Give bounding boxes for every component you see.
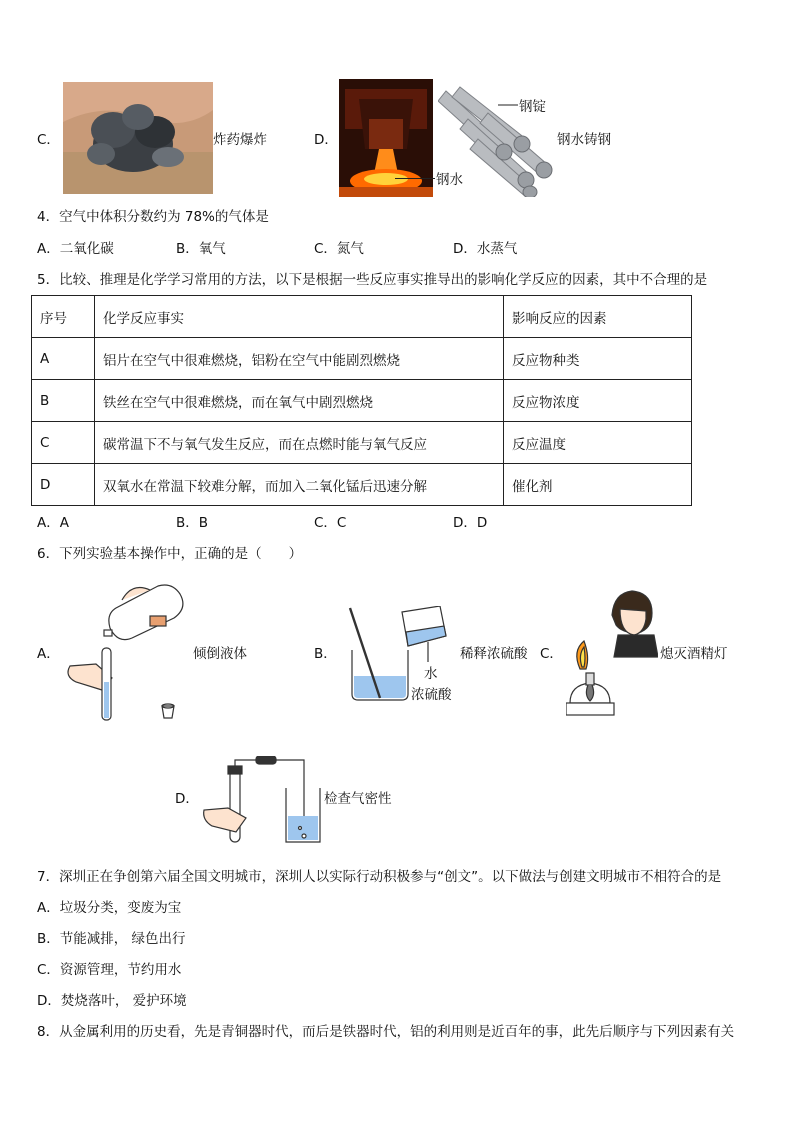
table-cell: 催化剂 [504, 464, 692, 506]
q5-option-c: C．C [314, 515, 347, 531]
table-header-row [32, 296, 692, 338]
q6-option-c-caption: 熄灭酒精灯 [660, 646, 728, 662]
q7-option-d: D．焚烧落叶， 爱护环境 [37, 993, 187, 1009]
b-water-label: 水 [424, 666, 438, 682]
q6-option-a-caption: 倾倒液体 [193, 646, 247, 662]
reaction-facts-table [31, 295, 692, 506]
q7-option-a: A．垃圾分类，变废为宝 [37, 900, 182, 916]
q4-option-a: A．二氧化碳 [37, 241, 114, 257]
airtightness-check-illustration [200, 756, 322, 848]
q6-option-d-caption: 检查气密性 [324, 791, 392, 807]
extinguish-lamp-illustration [566, 585, 658, 721]
explosion-caption: 炸药爆炸 [213, 132, 267, 148]
b-acid-label: 浓硫酸 [411, 687, 452, 703]
table-cell: C [32, 422, 95, 464]
explosion-image [63, 82, 213, 194]
q8-stem: 8．从金属利用的历史看，先是青铜器时代，而后是铁器时代，铝的利用则是近百年的事，此先后顺序与下列因素有关 [37, 1024, 735, 1040]
table-cell: A [32, 338, 95, 380]
table-header-cell: 影响反应的因素 [504, 296, 692, 338]
table-cell: 铁丝在空气中很难燃烧，而在氧气中剧烈燃烧 [95, 380, 504, 422]
q5-option-a: A．A [37, 515, 69, 531]
table-cell: B [32, 380, 95, 422]
q6-option-d-label: D． [175, 791, 199, 807]
option-c-label: C． [37, 132, 60, 148]
q5-option-d: D．D [453, 515, 488, 531]
q5-option-b: B．B [176, 515, 209, 531]
q6-option-c-label: C． [540, 646, 563, 662]
q6-stem: 6．下列实验基本操作中，正确的是（ ） [37, 546, 303, 562]
table-cell: 双氧水在常温下较难分解，而加入二氧化锰后迅速分解 [95, 464, 504, 506]
table-header-cell: 化学反应事实 [95, 296, 504, 338]
q6-option-a-label: A． [37, 646, 60, 662]
q7-option-b: B．节能减排， 绿色出行 [37, 931, 186, 947]
q7-stem: 7．深圳正在争创第六届全国文明城市，深圳人以实际行动积极参与“创文”。以下做法与创建文明城市不相符合的是 [37, 869, 722, 885]
q6-option-b-caption: 稀释浓硫酸 [460, 646, 528, 662]
q7-option-c: C．资源管理，节约用水 [37, 962, 182, 978]
table-row [32, 338, 692, 380]
q4-option-d: D．水蒸气 [453, 241, 518, 257]
table-cell: 反应温度 [504, 422, 692, 464]
option-d-label: D． [314, 132, 338, 148]
table-cell: D [32, 464, 95, 506]
table-cell: 碳常温下不与氧气发生反应，而在点燃时能与氧气反应 [95, 422, 504, 464]
table-header-cell: 序号 [32, 296, 95, 338]
table-cell: 反应物浓度 [504, 380, 692, 422]
molten-leader-line [395, 178, 435, 179]
pouring-liquid-illustration [62, 578, 192, 724]
table-row [32, 422, 692, 464]
table-cell: 铝片在空气中很难燃烧，铝粉在空气中能剧烈燃烧 [95, 338, 504, 380]
ingot-label: 钢锭 [519, 99, 546, 115]
table-cell: 反应物种类 [504, 338, 692, 380]
q4-option-b: B．氧气 [176, 241, 226, 257]
table-row [32, 464, 692, 506]
q6-option-b-label: B． [314, 646, 337, 662]
q4-option-c: C．氮气 [314, 241, 364, 257]
steel-caption: 钢水铸钢 [557, 132, 611, 148]
molten-steel-image [339, 79, 433, 197]
q5-stem: 5．比较、推理是化学学习常用的方法，以下是根据一些反应事实推导出的影响化学反应的因素，其中不合理的是 [37, 272, 708, 288]
table-row [32, 380, 692, 422]
molten-label: 钢水 [436, 172, 463, 188]
q4-stem: 4．空气中体积分数约为 78%的气体是 [37, 209, 269, 225]
